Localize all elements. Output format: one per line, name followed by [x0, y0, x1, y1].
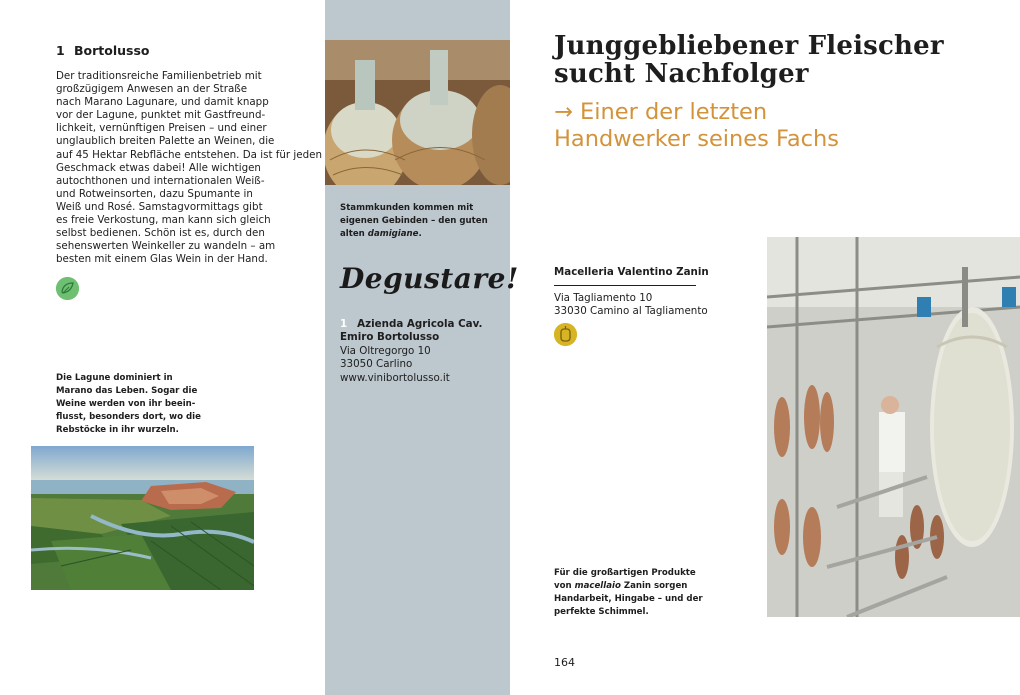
- description-line: und Rotweinsorten, dazu Spumante in: [56, 187, 253, 200]
- description-line: Weiß und Rosé. Samstagvormittags gibt: [56, 200, 263, 213]
- shop-address: [554, 292, 708, 319]
- bottles-caption: [340, 202, 500, 241]
- description-line: nach Marano Lagunare, und damit knapp: [56, 96, 269, 109]
- caption-line: perfekte Schimmel.: [554, 607, 649, 618]
- entry-name: Bortolusso: [74, 43, 150, 58]
- butcher-shop-photo: [767, 237, 1020, 617]
- description-line: unglaublich breiten Palette an Weinen, die: [56, 135, 275, 148]
- caption-text: .: [418, 229, 422, 240]
- address-name-line: [340, 318, 505, 331]
- caption-line: Handarbeit, Hingabe – und der: [554, 594, 703, 605]
- caption-line: [554, 580, 724, 593]
- description-line: selbst bedienen. Schön ist es, durch den: [56, 227, 265, 240]
- address-number: 1: [340, 318, 348, 330]
- caption-italic-term: damigiane: [367, 229, 419, 240]
- caption-text: Zanin sorgen: [620, 581, 688, 592]
- description-line: sehenswerten Weinkeller zu wandeln – am: [56, 240, 276, 253]
- address-website: www.vinibortolusso.it: [340, 371, 450, 384]
- description-line: vor der Lagune, punktet mit Gastfreund-: [56, 109, 266, 122]
- caption-line: Die Lagune dominiert in: [56, 373, 173, 383]
- meat-icon-graphic: [554, 323, 577, 346]
- address-name: Emiro Bortolusso: [340, 331, 440, 344]
- page-title: [554, 32, 954, 88]
- caption-line: Weine werden von ihr beein-: [56, 399, 196, 410]
- shop-name: Macelleria Valentino Zanin: [554, 266, 709, 278]
- caption-text: von: [554, 581, 575, 592]
- title-line: Junggebliebener Fleischer: [554, 31, 944, 61]
- caption-line: Marano das Leben. Sogar die: [56, 386, 198, 397]
- winery-address: [340, 318, 505, 385]
- description-line: lichkeit, vernünftigen Preisen – und einer: [56, 122, 267, 135]
- address-name: Azienda Agricola Cav.: [357, 318, 483, 330]
- subtitle-line: → Einer der letzten: [554, 99, 768, 125]
- address-city: 33030 Camino al Tagliamento: [554, 305, 708, 318]
- entry-number: 1: [56, 43, 65, 58]
- address-street: Via Oltregorgo 10: [340, 344, 431, 357]
- description-line: autochthonen und internationalen Weiß-: [56, 174, 265, 187]
- page-number: 164: [554, 656, 575, 669]
- description-line: Geschmack etwas dabei! Alle wichtigen: [56, 161, 261, 174]
- divider: [554, 285, 696, 286]
- address-street: Via Tagliamento 10: [554, 292, 653, 304]
- caption-line: Für die großartigen Produkte: [554, 568, 696, 578]
- demijohn-bottles-photo: [325, 40, 510, 185]
- title-line: sucht Nachfolger: [554, 59, 809, 89]
- description-line: großzügigem Anwesen an der Straße: [56, 83, 248, 96]
- caption-line: eigenen Gebinden – den guten: [340, 216, 488, 227]
- description-line: Der traditionsreiche Familienbetrieb mit: [56, 70, 262, 82]
- caption-text: alten: [340, 229, 368, 240]
- caption-line: Stammkunden kommen mit: [340, 203, 474, 213]
- page-subtitle: [554, 99, 914, 153]
- butcher-caption: [554, 567, 724, 619]
- lagoon-aerial-photo: [31, 446, 254, 590]
- description-line: auf 45 Hektar Rebfläche entstehen. Da ist für jeden: [56, 148, 323, 161]
- caption-line: [340, 228, 500, 241]
- subtitle-line: Handwerker seines Fachs: [554, 126, 840, 152]
- description-line: es freie Verkostung, man kann sich gleich: [56, 214, 271, 227]
- description-line: besten mit einem Glas Wein in der Hand.: [56, 253, 268, 266]
- wine-leaf-icon: [56, 277, 79, 300]
- caption-italic-term: macellaio: [574, 581, 621, 592]
- caption-line: flusst, besonders dort, wo die: [56, 412, 201, 423]
- lagoon-caption: [56, 372, 236, 437]
- wine-leaf-icon-graphic: [56, 277, 79, 300]
- caption-line: Rebstöcke in ihr wurzeln.: [56, 425, 179, 436]
- address-city: 33050 Carlino: [340, 358, 413, 371]
- meat-icon: [554, 323, 577, 346]
- section-title: Degustare!: [340, 262, 519, 295]
- entry-description: [56, 70, 323, 266]
